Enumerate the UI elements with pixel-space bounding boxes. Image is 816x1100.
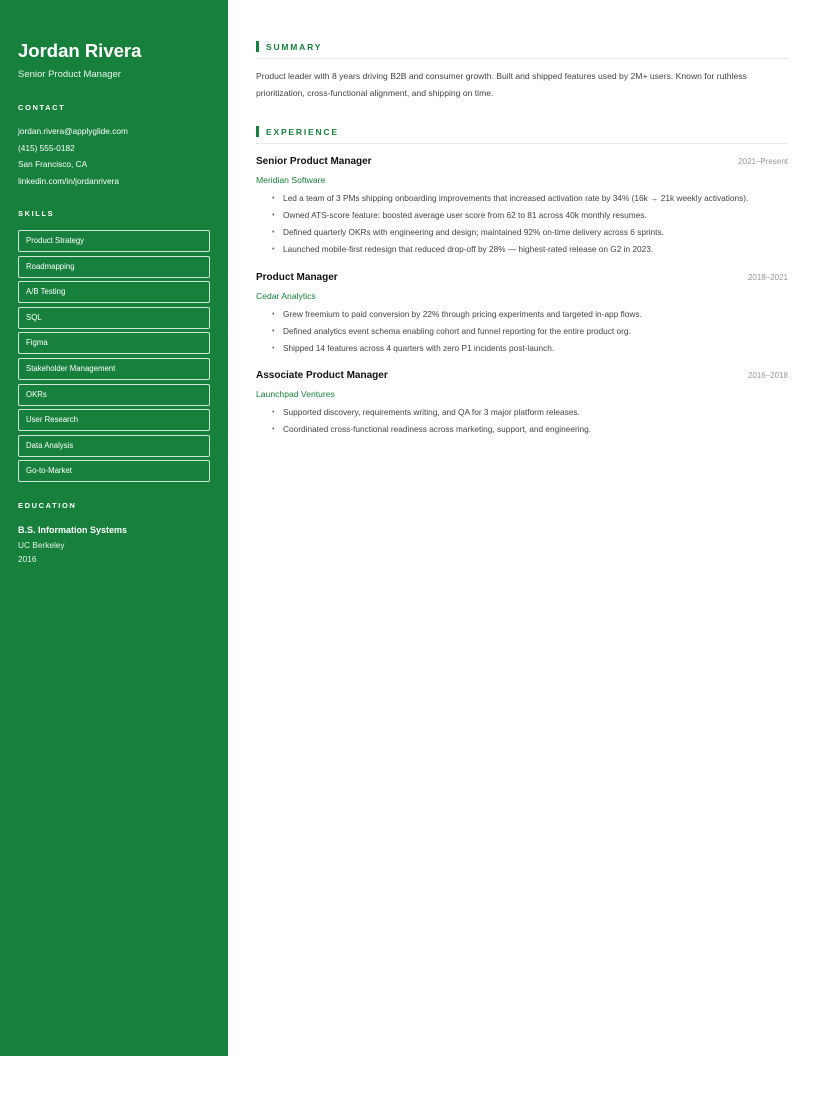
skills-list bbox=[18, 230, 210, 482]
contact-phone: (415) 555-0182 bbox=[18, 142, 75, 153]
job-company: Cedar Analytics bbox=[256, 290, 316, 301]
skill-tag: A/B Testing bbox=[18, 281, 210, 303]
contact-linkedin: linkedin.com/in/jordanrivera bbox=[18, 175, 119, 186]
job-bullet: • Shipped 14 features across 4 quarters with zero P1 incidents post-launch. bbox=[272, 342, 788, 356]
job-entry bbox=[256, 370, 788, 437]
summary-section bbox=[256, 41, 788, 102]
job-header bbox=[256, 370, 788, 381]
skill-tag: Roadmapping bbox=[18, 256, 210, 278]
contact-heading: CONTACT bbox=[18, 103, 66, 112]
job-entry bbox=[256, 272, 788, 356]
skill-tag: Stakeholder Management bbox=[18, 358, 210, 380]
contact-location: San Francisco, CA bbox=[18, 159, 88, 169]
contact-email: jordan.rivera@applyglide.com bbox=[18, 126, 128, 136]
job-bullet: • Defined analytics event schema enabling cohort and funnel reporting for the entire product org. bbox=[272, 325, 788, 339]
job-title: Product Manager bbox=[256, 271, 338, 283]
education-degree: B.S. Information Systems bbox=[18, 525, 128, 536]
job-bullet: • Led a team of 3 PMs shipping onboarding improvements that increased activation rate by 34% (16k → 21k weekly activations). bbox=[272, 192, 788, 206]
job-bullet: • Owned ATS-score feature: boosted average user score from 62 to 81 across 40k monthly resumes. bbox=[272, 209, 788, 223]
job-bullets bbox=[256, 192, 788, 257]
section-divider bbox=[256, 58, 788, 59]
skills-heading: SKILLS bbox=[18, 209, 55, 218]
education-school: UC Berkeley bbox=[18, 540, 65, 551]
job-bullet: • Coordinated cross-functional readiness across marketing, support, and engineering. bbox=[272, 423, 788, 437]
job-bullet: • Launched mobile-first redesign that reduced drop-off by 28% — highest-rated release on G2 in 2023. bbox=[272, 243, 788, 257]
skill-tag: Go-to-Market bbox=[18, 460, 210, 482]
job-dates: 2021–Present bbox=[738, 157, 788, 166]
job-dates: 2016–2018 bbox=[747, 371, 788, 381]
skill-tag: OKRs bbox=[18, 384, 210, 406]
job-header bbox=[256, 272, 788, 283]
skill-tag: SQL bbox=[18, 307, 210, 329]
job-bullet: • Supported discovery, requirements writing, and QA for 3 major platform releases. bbox=[272, 406, 788, 420]
skill-tag: Figma bbox=[18, 332, 210, 354]
main-content bbox=[228, 0, 816, 1056]
skill-tag: User Research bbox=[18, 409, 210, 431]
experience-heading: EXPERIENCE bbox=[256, 126, 788, 137]
education-heading: EDUCATION bbox=[18, 501, 77, 511]
job-entry bbox=[256, 156, 788, 257]
job-bullet: • Grew freemium to paid conversion by 22% through pricing experiments and targeted in-app flows. bbox=[272, 308, 788, 322]
candidate-name: Jordan Rivera bbox=[18, 40, 142, 61]
job-bullets bbox=[256, 406, 788, 437]
section-divider bbox=[256, 143, 788, 144]
skill-tag: Product Strategy bbox=[18, 230, 210, 252]
job-bullet: • Defined quarterly OKRs with engineering and design; maintained 92% on-time delivery across 6 sprints. bbox=[272, 226, 788, 240]
summary-heading: SUMMARY bbox=[256, 41, 788, 52]
summary-text: Product leader with 8 years driving B2B and consumer growth. Built and shipped features used by 2M+ users. Known for ruthless prioritization, cross-functional alignment, and shipping on time. bbox=[256, 71, 747, 98]
contact-list bbox=[18, 123, 210, 189]
job-title: Associate Product Manager bbox=[256, 370, 388, 382]
job-dates: 2018–2021 bbox=[747, 272, 788, 282]
education-year: 2016 bbox=[18, 554, 37, 565]
job-header bbox=[256, 156, 788, 167]
experience-section bbox=[256, 126, 788, 437]
job-title: Senior Product Manager bbox=[256, 156, 372, 167]
candidate-role: Senior Product Manager bbox=[18, 69, 121, 80]
job-company: Launchpad Ventures bbox=[256, 389, 335, 400]
job-bullets bbox=[256, 308, 788, 356]
skill-tag: Data Analysis bbox=[18, 435, 210, 457]
job-company: Meridian Software bbox=[256, 175, 326, 185]
sidebar bbox=[0, 0, 228, 1056]
